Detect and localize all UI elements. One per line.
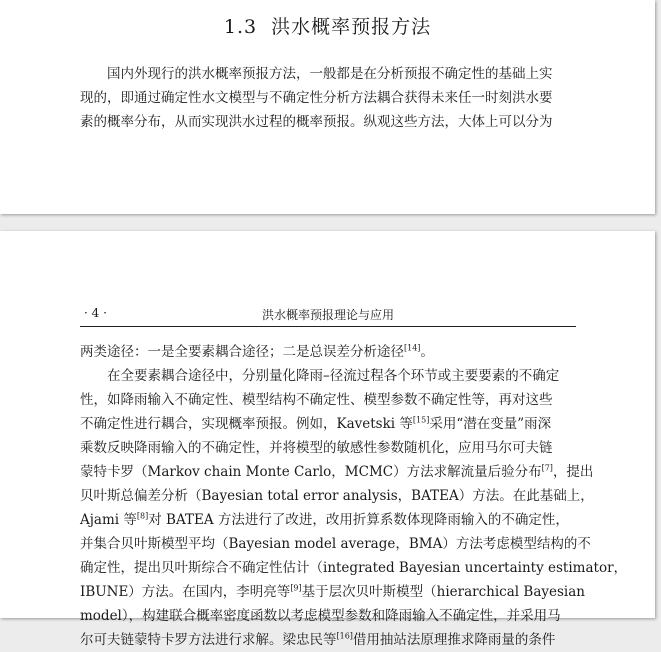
text-line: 确定性，提出贝叶斯综合不确定性估计（integrated Bayesian uncertainty estimator， (80, 560, 628, 576)
text-line: Ajami 等[8]对 BATEA 方法进行了改进，改用折算系数体现降雨输入的不确定性， (80, 511, 569, 528)
citation: [15] (412, 415, 430, 425)
citation: [16] (336, 631, 353, 641)
page-bottom (0, 231, 655, 648)
text-line: model），构建联合概率密度函数以考虑模型参数和降雨输入不确定性，并采用马 (80, 608, 561, 624)
section-title: 洪水概率预报方法 (271, 16, 432, 38)
text-line: 不确定性进行耦合，实现概率预报。例如，Kavetski 等[15]采用“潜在变量”雨深 (80, 415, 552, 432)
text-line: 尔可夫链蒙特卡罗方法进行求解。梁忠民等[16]借用抽站法原理推求降雨量的条件 (80, 631, 556, 648)
section-heading (0, 12, 655, 39)
body-text (80, 340, 627, 652)
text-line: 国内外现行的洪水概率预报方法，一般都是在分析预报不确定性的基础上实 (107, 66, 553, 82)
text-line: IBUNE）方法。在国内，李明亮等[9]基于层次贝叶斯模型（hierarchical Bayesian (80, 583, 585, 600)
citation: [9] (290, 583, 302, 593)
text-line: 素的概率分布，从而实现洪水过程的概率预报。纵观这些方法，大体上可以分为 (80, 114, 553, 130)
running-title: 洪水概率预报理论与应用 (261, 308, 394, 322)
page-top (0, 0, 655, 214)
intro-paragraph (80, 62, 553, 134)
text-line: 现的，即通过确定性水文模型与不确定性分析方法耦合获得未来任一时刻洪水要 (80, 90, 553, 106)
page-number: · 4 · (84, 306, 107, 320)
text-line: 并集合贝叶斯模型平均（Bayesian model average，BMA）方法考虑模型结构的不 (80, 536, 591, 552)
citation: [7] (541, 463, 553, 473)
section-number: 1.3 (223, 16, 258, 38)
text-line: 在全要素耦合途径中，分别量化降雨–径流过程各个环节或主要要素的不确定 (107, 368, 560, 384)
text-line: 蒙特卡罗（Markov chain Monte Carlo，MCMC）方法求解流量后验分布[7]，提出 (80, 463, 594, 480)
citation: [8] (136, 511, 149, 521)
text-line: 两类途径：一是全要素耦合途径；二是总误差分析途径[14]。 (80, 343, 434, 360)
text-line: 乘数反映降雨输入的不确定性，并将模型的敏感性参数随机化，应用马尔可夫链 (80, 440, 553, 456)
text-line: 性，如降雨输入不确定性、模型结构不确定性、模型参数不确定性等，再对这些 (80, 392, 553, 408)
text-line: 贝叶斯总偏差分析（Bayesian total error analysis，BATEA）方法。在此基础上， (80, 488, 594, 504)
running-header (80, 306, 576, 327)
citation: [14] (404, 343, 421, 353)
